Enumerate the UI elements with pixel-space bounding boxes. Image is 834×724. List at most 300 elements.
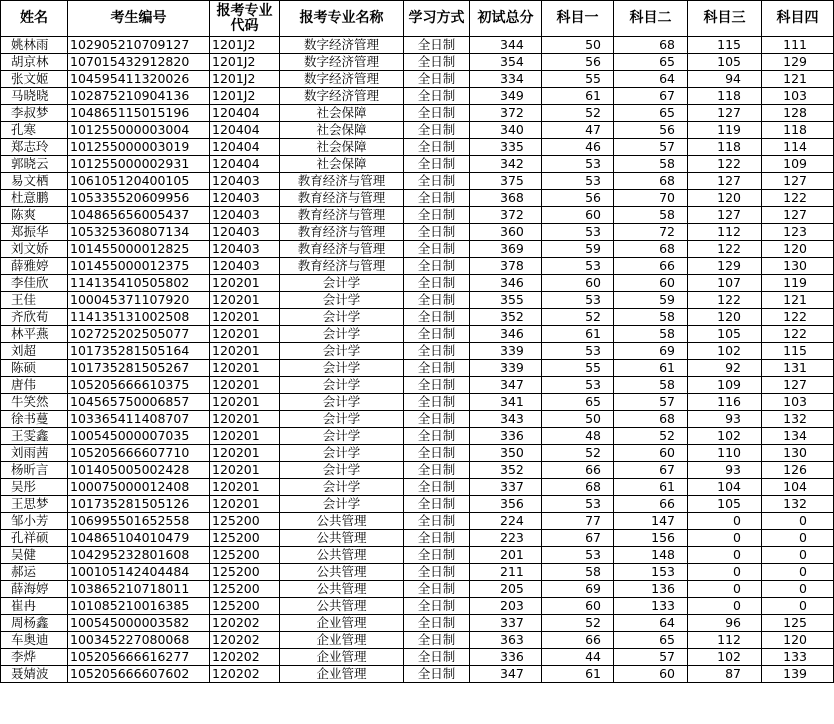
table-row <box>1 224 834 241</box>
cell-subject-3: 105 <box>688 326 762 343</box>
cell-subject-1: 61 <box>542 326 614 343</box>
cell-candidate-id: 104865104010479 <box>68 530 210 547</box>
cell-major-code: 125200 <box>210 598 280 615</box>
cell-subject-4: 109 <box>762 156 834 173</box>
cell-subject-1: 53 <box>542 377 614 394</box>
cell-study-mode: 全日制 <box>404 581 470 598</box>
cell-major-name: 社会保障 <box>280 122 404 139</box>
cell-major-name: 企业管理 <box>280 666 404 683</box>
cell-total-score: 368 <box>470 190 542 207</box>
cell-candidate-id: 100105142404484 <box>68 564 210 581</box>
cell-subject-3: 118 <box>688 139 762 156</box>
cell-study-mode: 全日制 <box>404 224 470 241</box>
cell-major-code: 120201 <box>210 411 280 428</box>
cell-name: 杨昕言 <box>1 462 68 479</box>
cell-subject-3: 122 <box>688 241 762 258</box>
cell-candidate-id: 114135131002508 <box>68 309 210 326</box>
cell-study-mode: 全日制 <box>404 37 470 54</box>
cell-total-score: 352 <box>470 462 542 479</box>
cell-candidate-id: 101455000012375 <box>68 258 210 275</box>
table-row <box>1 54 834 71</box>
cell-subject-4: 132 <box>762 496 834 513</box>
cell-candidate-id: 105205666607710 <box>68 445 210 462</box>
cell-subject-3: 0 <box>688 513 762 530</box>
cell-name: 陈爽 <box>1 207 68 224</box>
cell-candidate-id: 102725202505077 <box>68 326 210 343</box>
cell-subject-4: 0 <box>762 530 834 547</box>
cell-major-name: 公共管理 <box>280 547 404 564</box>
cell-subject-2: 68 <box>614 37 688 54</box>
table-row <box>1 173 834 190</box>
cell-subject-1: 52 <box>542 445 614 462</box>
cell-total-score: 334 <box>470 71 542 88</box>
cell-study-mode: 全日制 <box>404 666 470 683</box>
cell-subject-4: 121 <box>762 292 834 309</box>
cell-subject-1: 69 <box>542 581 614 598</box>
cell-major-name: 会计学 <box>280 275 404 292</box>
cell-name: 郑志玲 <box>1 139 68 156</box>
cell-subject-4: 119 <box>762 275 834 292</box>
cell-subject-4: 130 <box>762 258 834 275</box>
cell-major-name: 教育经济与管理 <box>280 207 404 224</box>
table-row <box>1 598 834 615</box>
cell-major-code: 120201 <box>210 377 280 394</box>
cell-subject-2: 136 <box>614 581 688 598</box>
cell-major-name: 教育经济与管理 <box>280 224 404 241</box>
cell-name: 王佳 <box>1 292 68 309</box>
cell-major-name: 会计学 <box>280 343 404 360</box>
cell-major-name: 公共管理 <box>280 513 404 530</box>
cell-name: 吴健 <box>1 547 68 564</box>
cell-subject-3: 102 <box>688 343 762 360</box>
cell-name: 张文姬 <box>1 71 68 88</box>
cell-major-code: 120404 <box>210 156 280 173</box>
table-row <box>1 122 834 139</box>
cell-subject-3: 96 <box>688 615 762 632</box>
cell-name: 邹小芳 <box>1 513 68 530</box>
cell-subject-2: 66 <box>614 258 688 275</box>
cell-subject-4: 121 <box>762 71 834 88</box>
cell-candidate-id: 101405005002428 <box>68 462 210 479</box>
cell-major-code: 125200 <box>210 564 280 581</box>
table-row <box>1 394 834 411</box>
table-row <box>1 88 834 105</box>
cell-total-score: 211 <box>470 564 542 581</box>
cell-subject-3: 0 <box>688 547 762 564</box>
cell-study-mode: 全日制 <box>404 326 470 343</box>
cell-candidate-id: 101735281505126 <box>68 496 210 513</box>
cell-total-score: 369 <box>470 241 542 258</box>
cell-major-code: 120201 <box>210 479 280 496</box>
cell-candidate-id: 100545000003582 <box>68 615 210 632</box>
cell-total-score: 340 <box>470 122 542 139</box>
header-subject-4: 科目四 <box>762 1 834 37</box>
cell-subject-1: 52 <box>542 309 614 326</box>
table-row <box>1 411 834 428</box>
cell-candidate-id: 100075000012408 <box>68 479 210 496</box>
cell-major-name: 会计学 <box>280 326 404 343</box>
cell-major-name: 公共管理 <box>280 564 404 581</box>
cell-candidate-id: 105205666610375 <box>68 377 210 394</box>
cell-subject-2: 147 <box>614 513 688 530</box>
cell-subject-1: 53 <box>542 343 614 360</box>
cell-subject-4: 123 <box>762 224 834 241</box>
cell-major-name: 公共管理 <box>280 530 404 547</box>
cell-subject-4: 122 <box>762 309 834 326</box>
header-subject-3: 科目三 <box>688 1 762 37</box>
cell-total-score: 343 <box>470 411 542 428</box>
table-header <box>1 1 834 37</box>
header-major-code: 报考专业代码 <box>210 1 280 37</box>
cell-name: 崔冉 <box>1 598 68 615</box>
cell-name: 李叔梦 <box>1 105 68 122</box>
cell-name: 王思梦 <box>1 496 68 513</box>
table-row <box>1 190 834 207</box>
cell-major-code: 125200 <box>210 530 280 547</box>
cell-major-code: 120403 <box>210 190 280 207</box>
cell-study-mode: 全日制 <box>404 564 470 581</box>
cell-total-score: 356 <box>470 496 542 513</box>
cell-candidate-id: 104295232801608 <box>68 547 210 564</box>
cell-candidate-id: 103865210718011 <box>68 581 210 598</box>
table-row <box>1 37 834 54</box>
cell-subject-1: 55 <box>542 360 614 377</box>
cell-subject-3: 87 <box>688 666 762 683</box>
cell-total-score: 203 <box>470 598 542 615</box>
cell-subject-2: 69 <box>614 343 688 360</box>
cell-total-score: 337 <box>470 615 542 632</box>
cell-total-score: 354 <box>470 54 542 71</box>
header-candidate-id: 考生编号 <box>68 1 210 37</box>
cell-subject-1: 60 <box>542 598 614 615</box>
cell-total-score: 372 <box>470 105 542 122</box>
cell-subject-4: 120 <box>762 632 834 649</box>
table-row <box>1 309 834 326</box>
table-row <box>1 445 834 462</box>
cell-major-code: 120201 <box>210 462 280 479</box>
cell-name: 李烨 <box>1 649 68 666</box>
cell-name: 刘雨茜 <box>1 445 68 462</box>
cell-subject-1: 68 <box>542 479 614 496</box>
cell-total-score: 201 <box>470 547 542 564</box>
cell-name: 孔祥硕 <box>1 530 68 547</box>
cell-name: 胡京林 <box>1 54 68 71</box>
cell-major-code: 120404 <box>210 122 280 139</box>
cell-subject-4: 122 <box>762 326 834 343</box>
cell-subject-2: 52 <box>614 428 688 445</box>
cell-major-name: 会计学 <box>280 445 404 462</box>
cell-major-code: 120403 <box>210 241 280 258</box>
cell-candidate-id: 101255000003019 <box>68 139 210 156</box>
cell-candidate-id: 105335520609956 <box>68 190 210 207</box>
cell-name: 唐伟 <box>1 377 68 394</box>
cell-subject-1: 44 <box>542 649 614 666</box>
header-subject-2: 科目二 <box>614 1 688 37</box>
cell-total-score: 346 <box>470 275 542 292</box>
table-row <box>1 241 834 258</box>
cell-subject-3: 93 <box>688 462 762 479</box>
cell-total-score: 342 <box>470 156 542 173</box>
cell-major-code: 120201 <box>210 360 280 377</box>
cell-subject-1: 60 <box>542 207 614 224</box>
cell-major-code: 120403 <box>210 224 280 241</box>
cell-major-name: 教育经济与管理 <box>280 258 404 275</box>
cell-candidate-id: 104565750006857 <box>68 394 210 411</box>
cell-total-score: 339 <box>470 343 542 360</box>
cell-subject-2: 65 <box>614 105 688 122</box>
cell-major-name: 会计学 <box>280 360 404 377</box>
cell-study-mode: 全日制 <box>404 173 470 190</box>
cell-subject-3: 0 <box>688 581 762 598</box>
cell-subject-4: 139 <box>762 666 834 683</box>
cell-major-name: 企业管理 <box>280 649 404 666</box>
cell-subject-1: 53 <box>542 156 614 173</box>
cell-study-mode: 全日制 <box>404 105 470 122</box>
cell-subject-3: 122 <box>688 156 762 173</box>
cell-candidate-id: 104865656005437 <box>68 207 210 224</box>
cell-major-code: 120404 <box>210 139 280 156</box>
cell-name: 李佳欣 <box>1 275 68 292</box>
cell-subject-3: 116 <box>688 394 762 411</box>
table-row <box>1 513 834 530</box>
cell-total-score: 336 <box>470 649 542 666</box>
cell-study-mode: 全日制 <box>404 241 470 258</box>
cell-subject-1: 66 <box>542 462 614 479</box>
cell-major-name: 会计学 <box>280 462 404 479</box>
cell-candidate-id: 101735281505164 <box>68 343 210 360</box>
cell-subject-3: 0 <box>688 598 762 615</box>
cell-subject-1: 46 <box>542 139 614 156</box>
table-row <box>1 462 834 479</box>
cell-total-score: 339 <box>470 360 542 377</box>
cell-major-name: 公共管理 <box>280 581 404 598</box>
table-row <box>1 343 834 360</box>
cell-major-code: 120202 <box>210 666 280 683</box>
cell-major-code: 120201 <box>210 394 280 411</box>
cell-major-code: 120202 <box>210 615 280 632</box>
cell-study-mode: 全日制 <box>404 649 470 666</box>
cell-candidate-id: 104865115015196 <box>68 105 210 122</box>
cell-total-score: 341 <box>470 394 542 411</box>
cell-subject-2: 67 <box>614 88 688 105</box>
cell-name: 郭晓云 <box>1 156 68 173</box>
table-row <box>1 479 834 496</box>
cell-total-score: 205 <box>470 581 542 598</box>
cell-subject-2: 67 <box>614 462 688 479</box>
cell-name: 牛笑然 <box>1 394 68 411</box>
cell-subject-3: 120 <box>688 190 762 207</box>
cell-subject-3: 115 <box>688 37 762 54</box>
cell-total-score: 360 <box>470 224 542 241</box>
cell-subject-3: 110 <box>688 445 762 462</box>
cell-major-name: 企业管理 <box>280 632 404 649</box>
cell-major-name: 社会保障 <box>280 139 404 156</box>
cell-subject-2: 153 <box>614 564 688 581</box>
cell-subject-2: 56 <box>614 122 688 139</box>
cell-total-score: 352 <box>470 309 542 326</box>
cell-name: 聂婧波 <box>1 666 68 683</box>
cell-subject-4: 0 <box>762 598 834 615</box>
cell-subject-1: 53 <box>542 547 614 564</box>
cell-subject-4: 127 <box>762 207 834 224</box>
cell-subject-1: 61 <box>542 88 614 105</box>
cell-subject-1: 77 <box>542 513 614 530</box>
cell-subject-1: 52 <box>542 105 614 122</box>
cell-subject-4: 127 <box>762 173 834 190</box>
table-row <box>1 496 834 513</box>
cell-subject-4: 0 <box>762 564 834 581</box>
cell-subject-3: 94 <box>688 71 762 88</box>
cell-study-mode: 全日制 <box>404 258 470 275</box>
cell-subject-4: 115 <box>762 343 834 360</box>
cell-study-mode: 全日制 <box>404 156 470 173</box>
cell-subject-3: 127 <box>688 173 762 190</box>
cell-major-code: 120201 <box>210 496 280 513</box>
cell-subject-1: 52 <box>542 615 614 632</box>
cell-subject-2: 57 <box>614 394 688 411</box>
cell-subject-3: 120 <box>688 309 762 326</box>
header-study-mode: 学习方式 <box>404 1 470 37</box>
cell-subject-3: 102 <box>688 649 762 666</box>
cell-subject-4: 134 <box>762 428 834 445</box>
cell-subject-2: 58 <box>614 377 688 394</box>
cell-name: 徐书蔓 <box>1 411 68 428</box>
cell-study-mode: 全日制 <box>404 632 470 649</box>
cell-major-name: 会计学 <box>280 394 404 411</box>
cell-major-name: 数字经济管理 <box>280 71 404 88</box>
cell-subject-4: 132 <box>762 411 834 428</box>
cell-subject-3: 104 <box>688 479 762 496</box>
cell-candidate-id: 101735281505267 <box>68 360 210 377</box>
cell-subject-4: 103 <box>762 394 834 411</box>
header-row <box>1 1 834 37</box>
cell-major-code: 1201J2 <box>210 37 280 54</box>
cell-subject-4: 104 <box>762 479 834 496</box>
cell-major-code: 120201 <box>210 445 280 462</box>
cell-major-code: 120201 <box>210 292 280 309</box>
cell-candidate-id: 100545000007035 <box>68 428 210 445</box>
cell-subject-1: 56 <box>542 190 614 207</box>
header-subject-1: 科目一 <box>542 1 614 37</box>
table-row <box>1 156 834 173</box>
cell-name: 薛雅婷 <box>1 258 68 275</box>
cell-study-mode: 全日制 <box>404 190 470 207</box>
cell-subject-4: 129 <box>762 54 834 71</box>
cell-subject-1: 48 <box>542 428 614 445</box>
cell-study-mode: 全日制 <box>404 496 470 513</box>
cell-subject-2: 61 <box>614 479 688 496</box>
cell-major-name: 公共管理 <box>280 598 404 615</box>
cell-major-name: 教育经济与管理 <box>280 173 404 190</box>
table-row <box>1 275 834 292</box>
cell-subject-3: 105 <box>688 54 762 71</box>
cell-candidate-id: 106105120400105 <box>68 173 210 190</box>
cell-major-name: 企业管理 <box>280 615 404 632</box>
cell-subject-3: 127 <box>688 207 762 224</box>
cell-subject-4: 122 <box>762 190 834 207</box>
cell-subject-4: 0 <box>762 513 834 530</box>
table-row <box>1 71 834 88</box>
cell-study-mode: 全日制 <box>404 377 470 394</box>
cell-study-mode: 全日制 <box>404 275 470 292</box>
cell-study-mode: 全日制 <box>404 139 470 156</box>
cell-subject-3: 109 <box>688 377 762 394</box>
table-row <box>1 632 834 649</box>
cell-subject-4: 125 <box>762 615 834 632</box>
cell-subject-1: 66 <box>542 632 614 649</box>
cell-major-name: 教育经济与管理 <box>280 241 404 258</box>
cell-study-mode: 全日制 <box>404 292 470 309</box>
cell-major-code: 120201 <box>210 428 280 445</box>
cell-total-score: 349 <box>470 88 542 105</box>
cell-major-name: 会计学 <box>280 428 404 445</box>
cell-subject-2: 57 <box>614 139 688 156</box>
cell-subject-3: 102 <box>688 428 762 445</box>
cell-subject-2: 60 <box>614 666 688 683</box>
cell-name: 刘超 <box>1 343 68 360</box>
cell-subject-2: 68 <box>614 173 688 190</box>
cell-name: 郝运 <box>1 564 68 581</box>
cell-total-score: 335 <box>470 139 542 156</box>
cell-subject-1: 53 <box>542 496 614 513</box>
cell-study-mode: 全日制 <box>404 309 470 326</box>
cell-subject-2: 68 <box>614 241 688 258</box>
cell-major-code: 120403 <box>210 207 280 224</box>
cell-major-code: 125200 <box>210 581 280 598</box>
cell-subject-3: 118 <box>688 88 762 105</box>
cell-candidate-id: 102875210904136 <box>68 88 210 105</box>
cell-candidate-id: 101085210016385 <box>68 598 210 615</box>
cell-name: 周杨鑫 <box>1 615 68 632</box>
cell-study-mode: 全日制 <box>404 411 470 428</box>
cell-candidate-id: 100045371107920 <box>68 292 210 309</box>
cell-major-name: 教育经济与管理 <box>280 190 404 207</box>
cell-subject-3: 0 <box>688 564 762 581</box>
table-row <box>1 105 834 122</box>
cell-subject-1: 50 <box>542 37 614 54</box>
cell-subject-3: 0 <box>688 530 762 547</box>
cell-total-score: 346 <box>470 326 542 343</box>
cell-name: 王雯鑫 <box>1 428 68 445</box>
cell-total-score: 336 <box>470 428 542 445</box>
cell-subject-2: 59 <box>614 292 688 309</box>
cell-candidate-id: 104595411320026 <box>68 71 210 88</box>
cell-subject-4: 131 <box>762 360 834 377</box>
cell-subject-2: 65 <box>614 54 688 71</box>
cell-study-mode: 全日制 <box>404 462 470 479</box>
cell-major-name: 会计学 <box>280 377 404 394</box>
cell-subject-2: 133 <box>614 598 688 615</box>
table-row <box>1 377 834 394</box>
cell-major-name: 数字经济管理 <box>280 37 404 54</box>
cell-subject-1: 53 <box>542 224 614 241</box>
cell-study-mode: 全日制 <box>404 530 470 547</box>
cell-major-code: 120201 <box>210 309 280 326</box>
cell-total-score: 347 <box>470 377 542 394</box>
cell-major-code: 1201J2 <box>210 71 280 88</box>
header-major-name: 报考专业名称 <box>280 1 404 37</box>
cell-subject-4: 127 <box>762 377 834 394</box>
table-row <box>1 666 834 683</box>
cell-candidate-id: 105205666616277 <box>68 649 210 666</box>
cell-subject-3: 112 <box>688 632 762 649</box>
cell-major-code: 120403 <box>210 258 280 275</box>
cell-candidate-id: 105325360807134 <box>68 224 210 241</box>
cell-subject-1: 55 <box>542 71 614 88</box>
cell-subject-2: 58 <box>614 326 688 343</box>
cell-major-code: 120201 <box>210 326 280 343</box>
cell-major-name: 会计学 <box>280 411 404 428</box>
